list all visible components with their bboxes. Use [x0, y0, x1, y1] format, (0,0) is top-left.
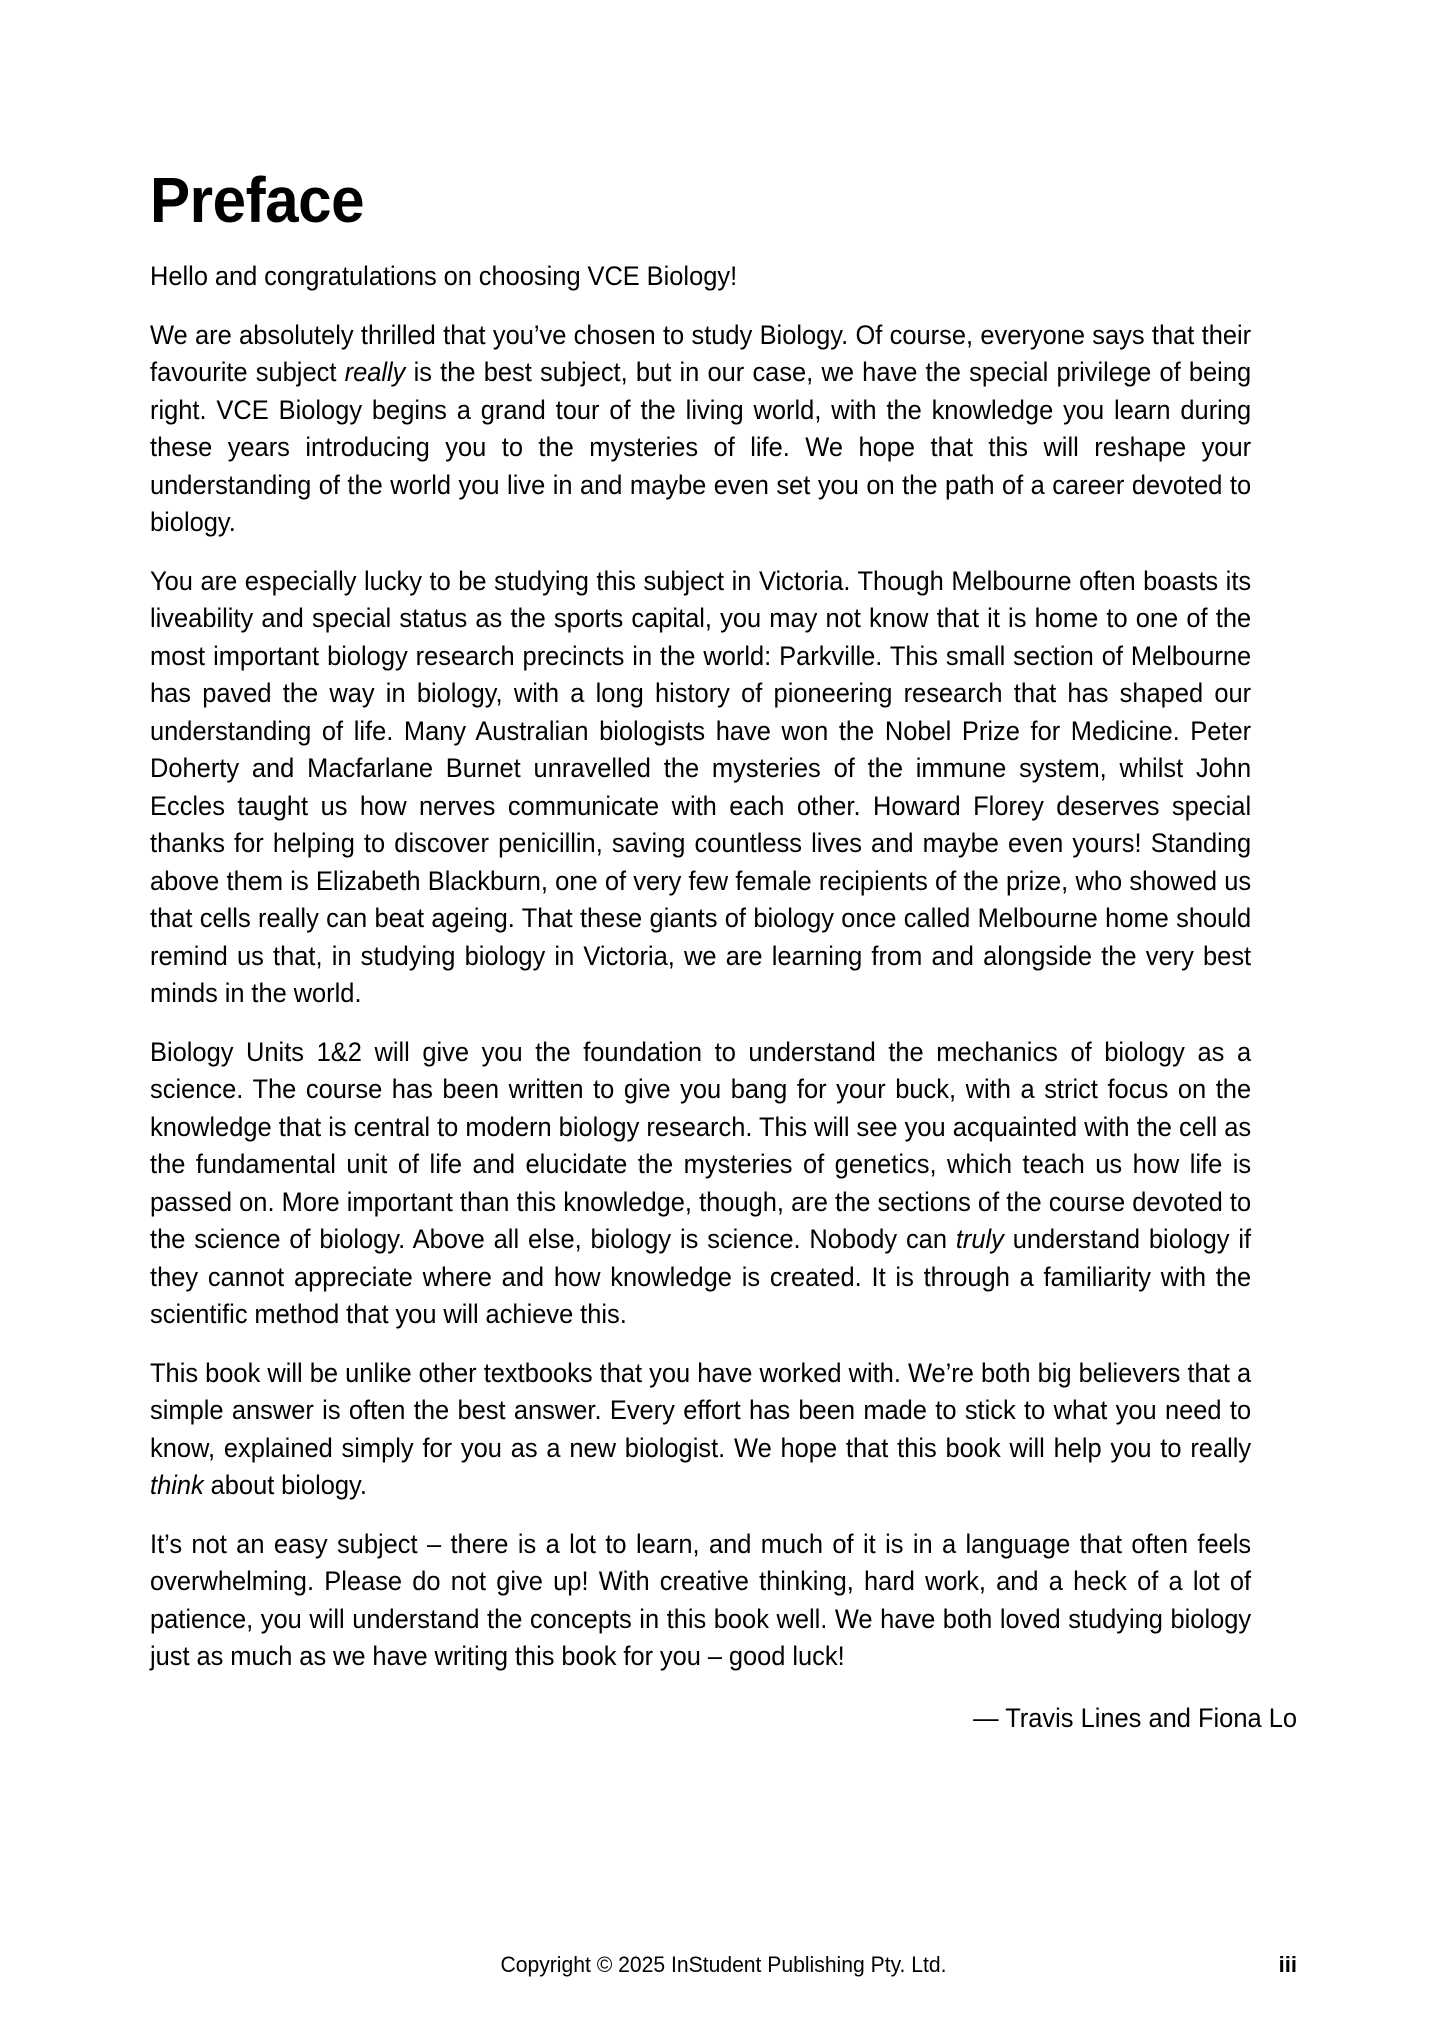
author-signature: — Travis Lines and Fiona Lo: [973, 1702, 1297, 1733]
emphasis-text: truly: [955, 1224, 1004, 1254]
paragraph-container: [150, 258, 1297, 1676]
emphasis-text: think: [150, 1470, 204, 1500]
page-footer: [150, 1950, 1297, 1984]
paragraph-noteasy: It’s not an easy subject – there is a lot to learn, and much of it is in a language that often feels overwhelming. Please do not give up! With creative thinking, hard work, and a heck of a lot of patience, you will understand the concepts in this book well. We have both loved studying biology just as much as we have writing this book for you – good luck!: [150, 1528, 1252, 1671]
page-title: Preface: [150, 164, 365, 236]
paragraph-unlike: This book will be unlike other textbooks that you have worked with. We’re both big believers that a simple answer is often the best answer. Every effort has been made to stick to what you need to know, explained simply for you as a new biologist. We hope that this book will help you to really think about biology.: [150, 1357, 1252, 1500]
paragraph-units: Biology Units 1&2 will give you the foundation to understand the mechanics of biology as a science. The course has been written to give you bang for your buck, with a strict focus on the knowledge that is central to modern biology research. This will see you acquainted with the cell as the fundamental unit of life and elucidate the mysteries of genetics, which teach us how life is passed on. More important than this knowledge, though, are the sections of the course devoted to the science of biology. Above all else, biology is science. Nobody can truly understand biology if they cannot appreciate where and how knowledge is created. It is through a familiarity with the scientific method that you will achieve this.: [150, 1036, 1252, 1329]
copyright-notice: Copyright © 2025 InStudent Publishing Pty. Ltd.: [500, 1952, 947, 1977]
preface-content: [150, 164, 1297, 1737]
paragraph-thrilled: We are absolutely thrilled that you’ve chosen to study Biology. Of course, everyone says that their favourite subject really is the best subject, but in our case, we have the special privilege of being right. VCE Biology begins a grand tour of the living world, with the knowledge you learn during these years introducing you to the mysteries of life. We hope that this will reshape your understanding of the world you live in and maybe even set you on the path of a career devoted to biology.: [150, 319, 1252, 537]
page-number: iii: [1278, 1952, 1297, 1977]
paragraph-greeting: Hello and congratulations on choosing VCE Biology!: [150, 261, 738, 291]
emphasis-text: really: [344, 357, 406, 387]
paragraph-victoria: You are especially lucky to be studying this subject in Victoria. Though Melbourne often boasts its liveability and special status as the sports capital, you may not know that it is home to one of the most important biology research precincts in the world: Parkville. This small section of Melbourne has paved the way in biology, with a long history of pioneering research that has shaped our understanding of life. Many Australian biologists have won the Nobel Prize for Medicine. Peter Doherty and Macfarlane Burnet unravelled the mysteries of the immune system, whilst John Eccles taught us how nerves communicate with each other. Howard Florey deserves special thanks for helping to discover penicillin, saving countless lives and maybe even yours! Standing above them is Elizabeth Blackburn, one of very few female recipients of the prize, who showed us that cells really can beat ageing. That these giants of biology once called Melbourne home should remind us that, in studying biology in Victoria, we are learning from and alongside the very best minds in the world.: [150, 565, 1252, 1008]
